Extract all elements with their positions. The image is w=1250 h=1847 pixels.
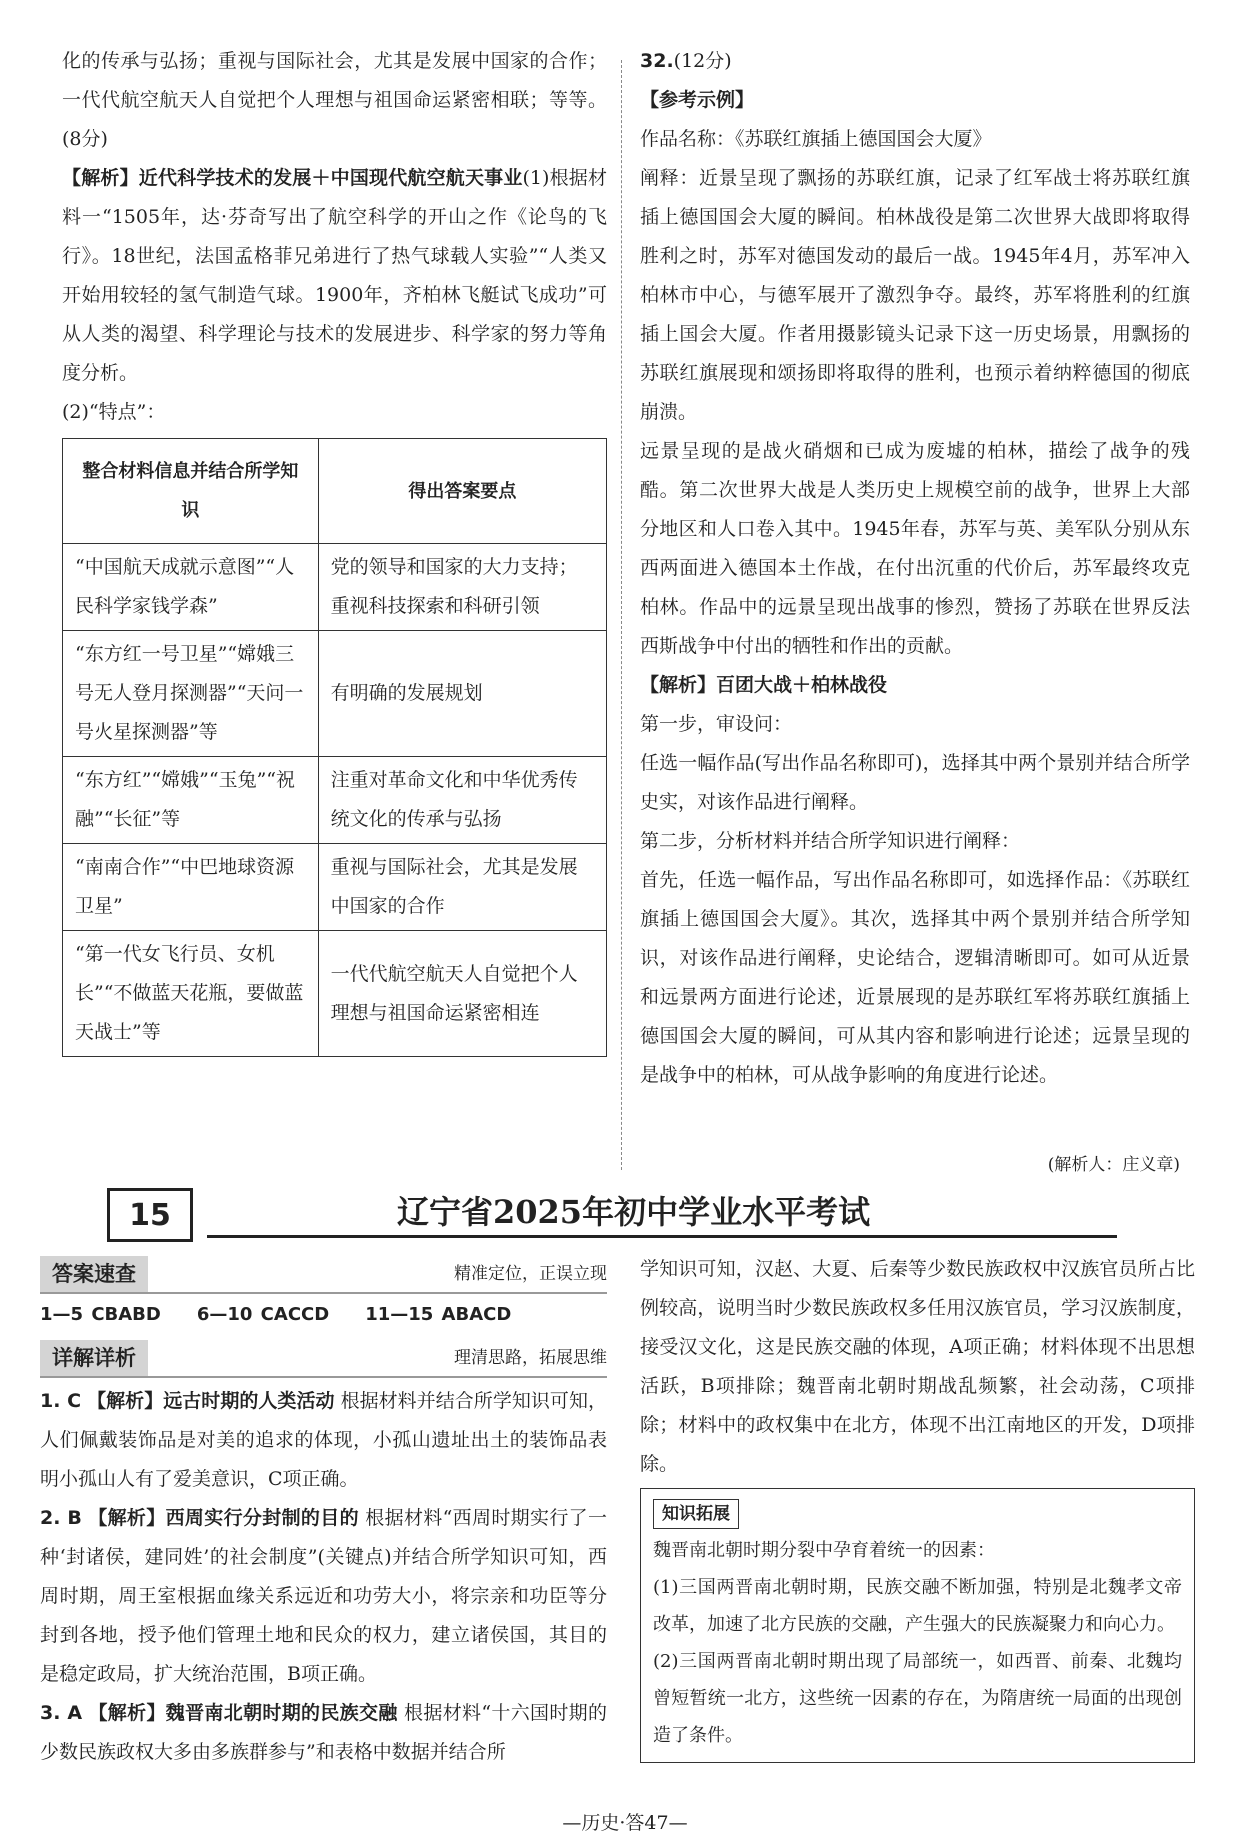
question-score: (12分) bbox=[673, 50, 732, 72]
analysis-text: (1)根据材料一“1505年，达·芬奇写出了航空科学的开山之作《论鸟的飞行》。18世纪，法国孟格菲兄弟进行了热气球载人实验”“人类又开始用较轻的氢气制造气球。1900年，齐柏林飞艇试飞成功”可从人类的渴望、科学理论与技术的发展进步、科学家的努力等角度分析。 bbox=[62, 167, 607, 384]
header-rule bbox=[207, 1235, 1117, 1238]
analyst-credit: (解析人：庄义章) bbox=[1047, 1155, 1180, 1175]
q2-label: 【解析】西周实行分封制的目的 bbox=[88, 1507, 359, 1529]
table-cell: “东方红一号卫星”“嫦娥三号无人登月探测器”“天问一号火星探测器”等 bbox=[63, 631, 319, 757]
q2-head: 2. B bbox=[40, 1507, 82, 1529]
right-column-top bbox=[640, 42, 1190, 1095]
answers-1-5: 1—5 CBABD bbox=[40, 1304, 161, 1325]
features-lead: (2)“特点”： bbox=[62, 401, 166, 423]
question-2 bbox=[40, 1499, 607, 1694]
table-cell: “东方红”“嫦娥”“玉兔”“祝融”“长征”等 bbox=[63, 757, 319, 844]
table-cell: 有明确的发展规划 bbox=[318, 631, 606, 757]
right-column-bottom bbox=[640, 1250, 1195, 1763]
work-name: 作品名称：《苏联红旗插上德国国会大厦》 bbox=[640, 128, 992, 150]
answer-paragraph: 化的传承与弘扬；重视与国际社会，尤其是发展中国家的合作；一代代航空航天人自觉把个人理想与祖国命运紧密相联；等等。(8分) bbox=[62, 50, 607, 150]
step-2: 第二步，分析材料并结合所学知识进行阐释： bbox=[640, 830, 1021, 852]
knowledge-point-1: (1)三国两晋南北朝时期，民族交融不断加强，特别是北魏孝文帝改革，加速了北方民族的交融，产生强大的民族凝聚力和向心力。 bbox=[653, 1577, 1182, 1635]
column-divider bbox=[621, 60, 622, 1170]
left-column-bottom bbox=[40, 1250, 607, 1772]
answers-11-15: 11—15 ABACD bbox=[365, 1304, 512, 1325]
analysis-label-32: 【解析】百团大战＋柏林战役 bbox=[640, 674, 888, 696]
table-header-col2: 得出答案要点 bbox=[318, 439, 606, 544]
table-cell: “中国航天成就示意图”“人民科学家钱学森” bbox=[63, 544, 319, 631]
table-header-row bbox=[63, 439, 607, 544]
quick-answers-slogan: 精准定位，正误立现 bbox=[454, 1264, 607, 1284]
quick-answers bbox=[40, 1292, 607, 1338]
interpretation-near: 阐释：近景呈现了飘扬的苏联红旗，记录了红军战士将苏联红旗插上德国国会大厦的瞬间。柏林战役是第二次世界大战即将取得胜利之时，苏军对德国发动的最后一战。1945年4月，苏军冲入柏林市中心，与德军展开了激烈争夺。最终，苏军将胜利的红旗插上国会大厦。作者用摄影镜头记录下这一历史场景，用飘扬的苏联红旗展现和颂扬即将取得的胜利，也预示着纳粹德国的彻底崩溃。 bbox=[640, 167, 1190, 423]
q1-head: 1. C bbox=[40, 1390, 82, 1412]
table-cell: 重视与国际社会，尤其是发展中国家的合作 bbox=[318, 844, 606, 931]
section-header bbox=[107, 1188, 1117, 1238]
analysis-label: 【解析】近代科学技术的发展＋中国现代航空航天事业 bbox=[62, 167, 523, 189]
question-1 bbox=[40, 1382, 607, 1499]
table-header-col1: 整合材料信息并结合所学知识 bbox=[63, 439, 319, 544]
table-cell: 党的领导和国家的大力支持；重视科技探索和科研引领 bbox=[318, 544, 606, 631]
interpretation-far: 远景呈现的是战火硝烟和已成为废墟的柏林，描绘了战争的残酷。第二次世界大战是人类历史上规模空前的战争，世界上大部分地区和人口卷入其中。1945年春，苏军与英、美军队分别从东西两面进入德国本土作战，在付出沉重的代价后，苏军最终攻克柏林。作品中的远景呈现出战事的惨烈，赞扬了苏联在世界反法西斯战争中付出的牺牲和作出的贡献。 bbox=[640, 440, 1190, 657]
answers-6-10: 6—10 CACCD bbox=[196, 1304, 330, 1325]
table-cell: 注重对革命文化和中华优秀传统文化的传承与弘扬 bbox=[318, 757, 606, 844]
q3-head: 3. A bbox=[40, 1702, 83, 1724]
table-row bbox=[63, 544, 607, 631]
step-1: 第一步，审设问： bbox=[640, 713, 793, 735]
knowledge-box bbox=[640, 1488, 1195, 1763]
question-32-header bbox=[640, 42, 1190, 81]
table-cell: “南南合作”“中巴地球资源卫星” bbox=[63, 844, 319, 931]
table-cell: “第一代女飞行员、女机长”“不做蓝天花瓶，要做蓝天战士”等 bbox=[63, 931, 319, 1057]
table-cell: 一代代航空航天人自觉把个人理想与祖国命运紧密相连 bbox=[318, 931, 606, 1057]
q1-label: 【解析】远古时期的人类活动 bbox=[87, 1390, 335, 1412]
q2-text: 根据材料“西周时期实行了一种‘封诸侯，建同姓’的社会制度”(关键点)并结合所学知识可知，西周时期，周王室根据血缘关系远近和功劳大小，将宗亲和功臣等分封到各地，授予他们管理土地和民众的权力，建立诸侯国，其目的是稳定政局，扩大统治范围，B项正确。 bbox=[40, 1507, 607, 1685]
question-3 bbox=[40, 1694, 607, 1772]
section-number: 15 bbox=[107, 1188, 193, 1242]
quick-answers-bar bbox=[40, 1256, 607, 1292]
table-row bbox=[63, 631, 607, 757]
quick-answers-label: 答案速查 bbox=[40, 1256, 148, 1292]
left-column-top bbox=[62, 42, 607, 1057]
detail-label: 详解详析 bbox=[40, 1340, 148, 1376]
q3-text: 根据材料“十六国时期的少数民族政权大多由多族群参与”和表格中数据并结合所 bbox=[40, 1702, 608, 1763]
table-row bbox=[63, 844, 607, 931]
bar-underline bbox=[40, 1376, 607, 1378]
table-row bbox=[63, 931, 607, 1057]
analysis-paragraph bbox=[62, 159, 607, 393]
page-footer: —历史·答47— bbox=[562, 1812, 688, 1834]
knowledge-label: 知识拓展 bbox=[653, 1499, 739, 1529]
q3-label: 【解析】魏晋南北朝时期的民族交融 bbox=[88, 1702, 398, 1724]
q1-text: 根据材料并结合所学知识可知，人们佩戴装饰品是对美的追求的体现，小孤山遗址出土的装饰品表明小孤山人有了爱美意识，C项正确。 bbox=[40, 1390, 607, 1490]
detail-bar bbox=[40, 1340, 607, 1376]
question-number: 32. bbox=[640, 50, 674, 72]
step-1-text: 任选一幅作品(写出作品名称即可)，选择其中两个景别并结合所学史实，对该作品进行阐释。 bbox=[640, 752, 1190, 813]
bar-underline bbox=[40, 1292, 607, 1294]
step-2-text: 首先，任选一幅作品，写出作品名称即可，如选择作品：《苏联红旗插上德国国会大厦》。其次，选择其中两个景别并结合所学知识，对该作品进行阐释，史论结合，逻辑清晰即可。如可从近景和远景两方面进行论述，近景展现的是苏联红军将苏联红旗插上德国国会大厦的瞬间，可从其内容和影响进行论述；远景呈现的是战争中的柏林，可从战争影响的角度进行论述。 bbox=[640, 869, 1190, 1086]
q3-continued: 学知识可知，汉赵、大夏、后秦等少数民族政权中汉族官员所占比例较高，说明当时少数民族政权多任用汉族官员，学习汉族制度，接受汉文化，这是民族交融的体现，A项正确；材料体现不出思想活跃，B项排除；魏晋南北朝时期战乱频繁，社会动荡，C项排除；材料中的政权集中在北方，体现不出江南地区的开发，D项排除。 bbox=[640, 1258, 1195, 1475]
table-row bbox=[63, 757, 607, 844]
section-title: 辽宁省2025年初中学业水平考试 bbox=[397, 1193, 871, 1231]
knowledge-point-2: (2)三国两晋南北朝时期出现了局部统一，如西晋、前秦、北魏均曾短暂统一北方，这些统一因素的存在，为隋唐统一局面的出现创造了条件。 bbox=[653, 1651, 1182, 1746]
features-table bbox=[62, 438, 607, 1057]
reference-label: 【参考示例】 bbox=[640, 89, 755, 111]
knowledge-intro: 魏晋南北朝时期分裂中孕育着统一的因素： bbox=[653, 1540, 995, 1561]
detail-slogan: 理清思路，拓展思维 bbox=[454, 1348, 607, 1368]
